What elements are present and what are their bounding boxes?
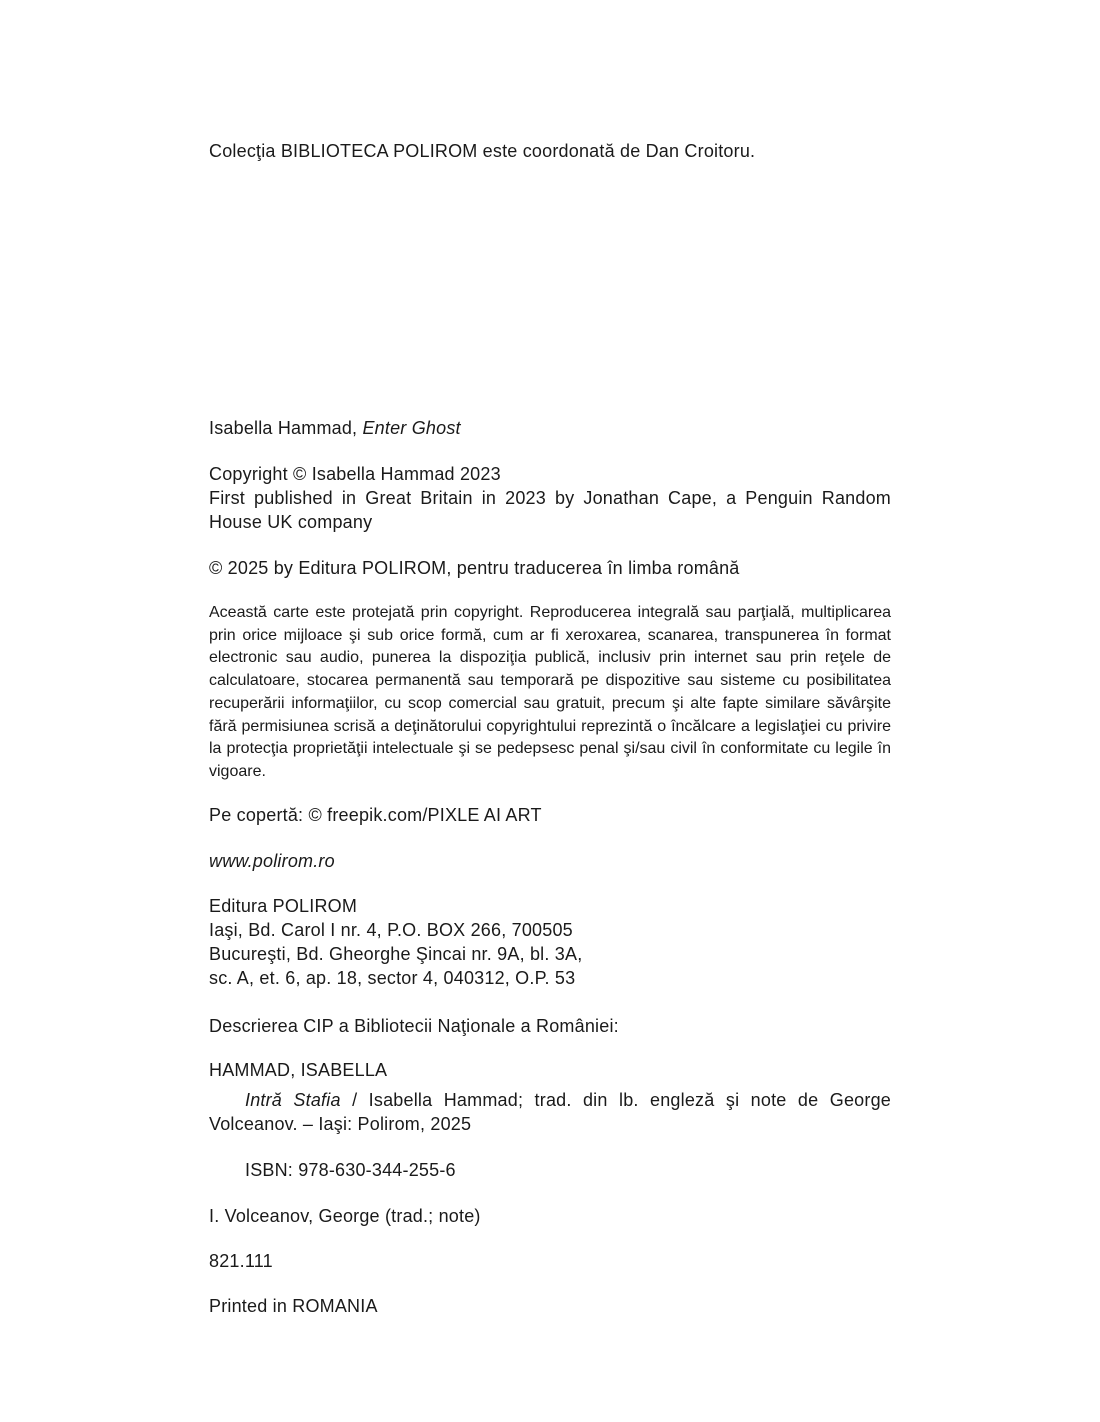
copyright-line: Copyright © Isabella Hammad 2023 — [209, 464, 501, 484]
isbn: ISBN: 978-630-344-255-6 — [245, 1160, 456, 1180]
website-link: www.polirom.ro — [209, 851, 335, 871]
classification-number: 821.111 — [209, 1251, 273, 1271]
series-note: Colecţia BIBLIOTECA POLIROM este coordonată de Dan Croitoru. — [209, 141, 756, 161]
publisher-address-iasi: Iaşi, Bd. Carol I nr. 4, P.O. BOX 266, 700505 — [209, 920, 573, 940]
cip-heading: Descrierea CIP a Bibliotecii Naţionale a României: — [209, 1016, 619, 1036]
publisher-address-block — [209, 894, 891, 990]
copyright-block — [209, 462, 891, 534]
printed-in: Printed in ROMANIA — [209, 1296, 378, 1316]
publisher-address-bucuresti: Bucureşti, Bd. Gheorghe Şincai nr. 9A, bl. 3A, — [209, 944, 583, 964]
cip-translator: I. Volceanov, George (trad.; note) — [209, 1206, 481, 1226]
cip-description-rest: / Isabella Hammad; trad. din lb. engleză şi note de George — [340, 1090, 891, 1110]
original-title-line — [209, 416, 891, 440]
first-published-line: First published in Great Britain in 2023 by Jonathan Cape, a Penguin Random — [209, 488, 891, 508]
cip-description — [209, 1088, 891, 1136]
cip-description-line2: Volceanov. – Iaşi: Polirom, 2025 — [209, 1114, 472, 1134]
cip-author: HAMMAD, ISABELLA — [209, 1060, 388, 1080]
legal-notice: Această carte este protejată prin copyright. Reproducerea integrală sau parţială, multiplicarea prin orice mijloace şi sub orice formă, cum ar fi xeroxarea, scanarea, transpunerea în format electronic sau audio, punerea la dispoziţia publică, inclusiv prin internet sau prin reţele de calculatoare, stocarea permanentă sau temporară pe dispozitive sau sisteme cu posibilitatea recuperării informaţiilor, cu scop comercial sau gratuit, precum şi alte fapte similare săvârşite fără permisiunea scrisă a deţinătorului copyrightului reprezintă o încălcare a legislaţiei cu privire la protecţia proprietăţii intelectuale şi se pedepsesc penal şi/sau civil în conformitate cu legile în vigoare. — [209, 604, 891, 780]
cip-title: Intră Stafia — [245, 1090, 341, 1110]
original-title: Enter Ghost — [362, 418, 461, 438]
translation-copyright: © 2025 by Editura POLIROM, pentru traducerea în limba română — [209, 558, 740, 578]
publisher-address-details: sc. A, et. 6, ap. 18, sector 4, 040312, O.P. 53 — [209, 968, 576, 988]
cover-credit: Pe copertă: © freepik.com/PIXLE AI ART — [209, 805, 542, 825]
original-author: Isabella Hammad, — [209, 418, 358, 438]
cip-description-line1 — [209, 1088, 891, 1112]
publisher-company-line: House UK company — [209, 512, 373, 532]
publisher-name: Editura POLIROM — [209, 896, 358, 916]
